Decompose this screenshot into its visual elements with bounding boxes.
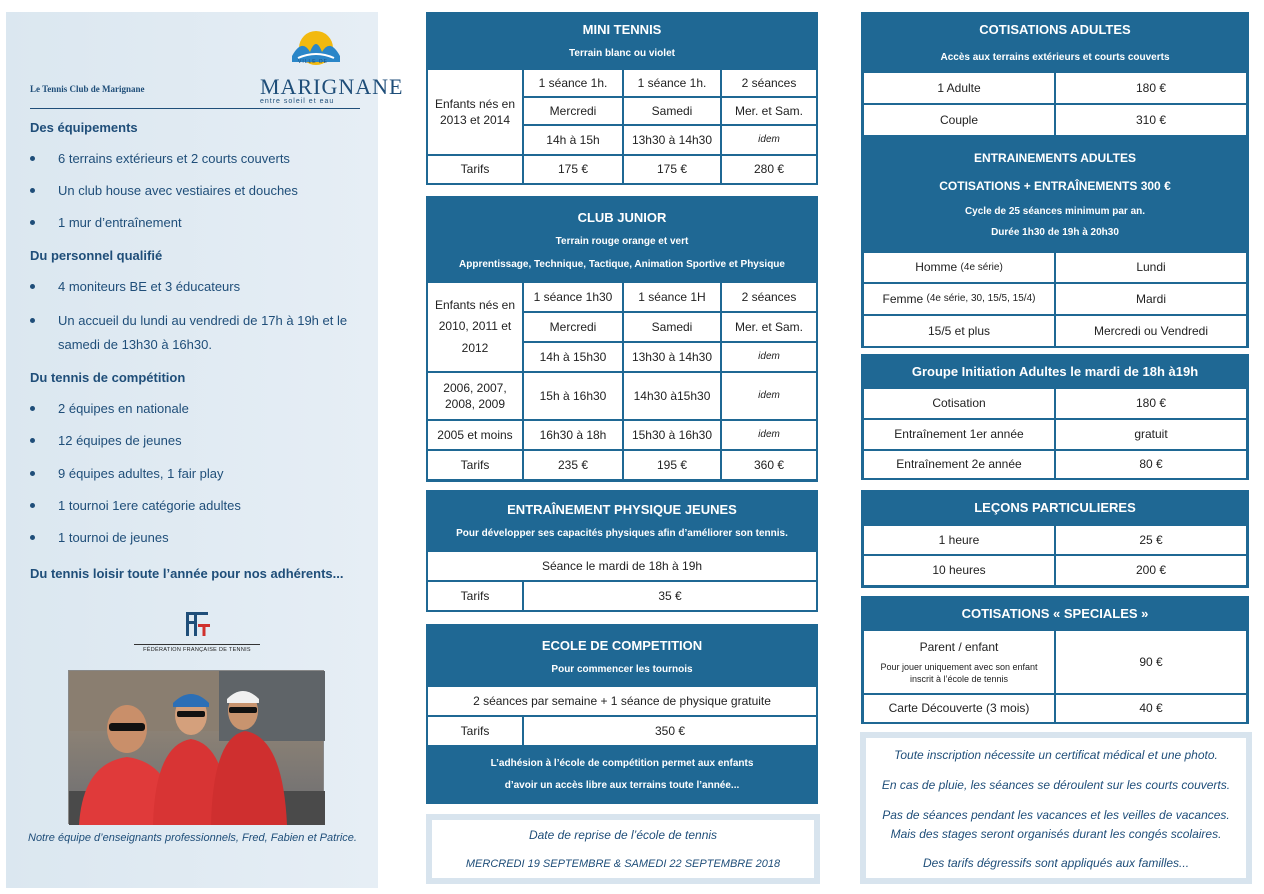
lecons-row-label: 1 heure [864,526,1054,554]
cotisations-adultes-box [861,12,1249,348]
club-junior-subtitle: Terrain rouge orange et vert [555,236,689,247]
list-item: 1 mur d’entraînement [58,210,358,235]
list-item: Un club house avec vestiaires et douches [58,178,358,203]
competition-session: 2 séances par semaine + 1 séance de physique gratuite [428,687,816,715]
speciales-parent-label: Parent / enfant [919,639,999,654]
list-item: 9 équipes adultes, 1 fair play [58,461,358,486]
list-item: 1 tournoi 1ere catégorie adultes [58,493,358,518]
reprise-line: Date de reprise de l’école de tennis [528,828,718,842]
info-line: Des tarifs dégressifs sont appliqués aux familles... [922,856,1190,870]
junior-cell: 2 séances [722,283,816,311]
lecons-row-label: 10 heures [864,556,1054,585]
junior-cell: Samedi [624,313,720,341]
junior-cell: 14h30 à15h30 [624,373,720,419]
competition-note: d’avoir un accès libre aux terrains toute l’année... [504,780,740,791]
info-line: En cas de pluie, les séances se déroulent sur les courts couverts. [881,778,1231,792]
bullet-icon [30,438,35,443]
logo-ville-text: VILLE DE [298,59,328,65]
mini-cell: idem [722,126,816,154]
mini-tennis-subtitle: Terrain blanc ou violet [569,48,675,59]
mini-cell: 1 séance 1h. [624,70,720,96]
junior-cell: 13h30 à 14h30 [624,343,720,371]
mini-price: 175 € [624,156,720,183]
mini-tennis-box [426,12,818,185]
initiation-row-label: Entraînement 2e année [864,451,1054,478]
bullet-icon [30,535,35,540]
bullet-icon [30,188,35,193]
competition-price: 350 € [524,717,816,745]
junior-label-cell: Enfants nés en 2010, 2011 et 2012 [428,283,522,371]
mini-cell: 2 séances [722,70,816,96]
lecons-title: LEÇONS PARTICULIERES [974,500,1136,515]
section-title: Du personnel qualifié [30,248,163,263]
physique-session: Séance le mardi de 18h à 19h [428,552,816,580]
initiation-box [861,354,1249,480]
adultes-row-price: 180 € [1056,73,1246,103]
adultes-row-label: Couple [864,105,1054,135]
section-title: Des équipements [30,120,138,135]
team-photo [68,670,324,824]
bullet-icon [30,156,35,161]
entrainements-title2: COTISATIONS + ENTRAÎNEMENTS 300 € [939,179,1171,193]
fft-logo-icon [182,610,212,640]
initiation-row-value: gratuit [1056,420,1246,449]
entrainements-subtitle: Durée 1h30 de 19h à 20h30 [991,227,1119,238]
initiation-row-value: 180 € [1056,389,1246,418]
infos-notice [860,732,1252,884]
entrainement-row-day: Mardi [1056,284,1246,314]
list-item: 2 équipes en nationale [58,396,358,421]
entrainement-row-label: 15/5 et plus [864,316,1054,346]
junior-cell: 14h à 15h30 [524,343,622,371]
bullet-icon [30,220,35,225]
speciales-parent-note: Pour jouer uniquement avec son enfant inscrit à l’école de tennis [880,661,1038,685]
initiation-row-label: Entraînement 1er année [864,420,1054,449]
club-info-panel [6,12,404,888]
junior-cell: 1 séance 1h30 [524,283,622,311]
competition-title: ECOLE DE COMPETITION [541,638,703,653]
junior-label-cell: 2006, 2007, 2008, 2009 [428,373,522,419]
adultes-row-label: 1 Adulte [864,73,1054,103]
bullet-icon [30,471,35,476]
speciales-box [861,596,1249,724]
reprise-date: MERCREDI 19 SEPTEMBRE & SAMEDI 22 SEPTEMBRE 2018 [465,858,781,870]
adultes-row-price: 310 € [1056,105,1246,135]
loisir-text: Du tennis loisir toute l’année pour nos adhérents... [30,566,344,581]
initiation-row-value: 80 € [1056,451,1246,478]
list-item: 4 moniteurs BE et 3 éducateurs [58,274,358,299]
list-item: 6 terrains extérieurs et 2 courts couverts [58,146,358,171]
competition-tarifs-label: Tarifs [428,717,522,745]
list-item-continuation: samedi de 13h30 à 16h30. [58,337,212,352]
adultes-title: COTISATIONS ADULTES [979,22,1131,37]
junior-cell: idem [722,373,816,419]
junior-cell: 16h30 à 18h [524,421,622,449]
mini-price: 280 € [722,156,816,183]
mini-cell: 1 séance 1h. [524,70,622,96]
junior-price: 235 € [524,451,622,479]
photo-caption: Notre équipe d’enseignants professionnels, Fred, Fabien et Patrice. [28,832,357,844]
bullet-icon [30,406,35,411]
junior-cell: 15h à 16h30 [524,373,622,419]
info-line: Toute inscription nécessite un certificat médical et une photo. [894,748,1218,762]
logo-name: MARIGNANE [260,74,404,99]
junior-cell: idem [722,343,816,371]
physique-subtitle: Pour développer ses capacités physiques afin d’améliorer son tennis. [456,528,788,539]
mini-tarifs-label: Tarifs [428,156,522,183]
reprise-notice [426,814,820,884]
competition-box [426,624,818,804]
mini-cell: 14h à 15h [524,126,622,154]
lecons-row-price: 200 € [1056,556,1246,585]
entrainement-row-label: Femme (4e série, 30, 15/5, 15/4) [864,284,1054,314]
initiation-row-label: Cotisation [864,389,1054,418]
junior-price: 360 € [722,451,816,479]
logo-tagline: entre soleil et eau [260,98,335,105]
team-photo-illustration [69,671,325,825]
bullet-icon [30,284,35,289]
speciales-title: COTISATIONS « SPECIALES » [961,606,1149,621]
club-junior-title: CLUB JUNIOR [577,210,667,225]
mini-tennis-title: MINI TENNIS [582,22,662,37]
marignane-sun-logo-icon [288,22,344,62]
junior-label-cell: 2005 et moins [428,421,522,449]
physique-title: ENTRAÎNEMENT PHYSIQUE JEUNES [507,502,737,517]
info-line: Pas de séances pendant les vacances et les veilles de vacances. [882,808,1230,822]
junior-price: 195 € [624,451,720,479]
entrainement-row-day: Mercredi ou Vendredi [1056,316,1246,346]
junior-tarifs-label: Tarifs [428,451,522,479]
mini-cell: 13h30 à 14h30 [624,126,720,154]
list-item: Un accueil du lundi au vendredi de 17h à 19h et le [58,308,358,333]
competition-subtitle: Pour commencer les tournois [551,664,693,675]
competition-note: L’adhésion à l’école de compétition permet aux enfants [490,758,754,769]
initiation-title: Groupe Initiation Adultes le mardi de 18h à19h [911,364,1199,379]
junior-cell: 1 séance 1H [624,283,720,311]
speciales-parent-cell [864,631,1054,693]
speciales-parent-price: 90 € [1056,631,1246,693]
entrainements-title: ENTRAINEMENTS ADULTES [974,151,1136,165]
bullet-icon [30,318,35,323]
entrainements-subtitle: Cycle de 25 séances minimum par an. [964,206,1146,217]
junior-cell: idem [722,421,816,449]
mini-price: 175 € [524,156,622,183]
list-item: 12 équipes de jeunes [58,428,358,453]
speciales-carte-label: Carte Découverte (3 mois) [864,695,1054,722]
section-title: Du tennis de compétition [30,370,186,385]
junior-cell: Mer. et Sam. [722,313,816,341]
divider [30,108,360,109]
fft-caption: FÉDÉRATION FRANÇAISE DE TENNIS [134,644,260,653]
physique-box [426,490,818,612]
club-name: Le Tennis Club de Marignane [30,84,145,94]
adultes-subtitle: Accès aux terrains extérieurs et courts couverts [940,52,1170,63]
list-item: 1 tournoi de jeunes [58,525,358,550]
lecons-box [861,490,1249,588]
junior-cell: 15h30 à 16h30 [624,421,720,449]
mini-label-cell: Enfants nés en 2013 et 2014 [428,70,522,154]
bullet-icon [30,503,35,508]
mini-cell: Samedi [624,98,720,124]
entrainement-row-day: Lundi [1056,253,1246,282]
entrainement-row-label: Homme (4e série) [864,253,1054,282]
club-junior-subtitle2: Apprentissage, Technique, Tactique, Animation Sportive et Physique [459,259,785,270]
mini-cell: Mer. et Sam. [722,98,816,124]
speciales-carte-price: 40 € [1056,695,1246,722]
lecons-row-price: 25 € [1056,526,1246,554]
info-line: Mais des stages seront organisés durant les congés scolaires. [890,827,1222,841]
physique-price: 35 € [524,582,816,610]
mini-cell: Mercredi [524,98,622,124]
physique-tarifs-label: Tarifs [428,582,522,610]
club-junior-box [426,196,818,482]
junior-cell: Mercredi [524,313,622,341]
